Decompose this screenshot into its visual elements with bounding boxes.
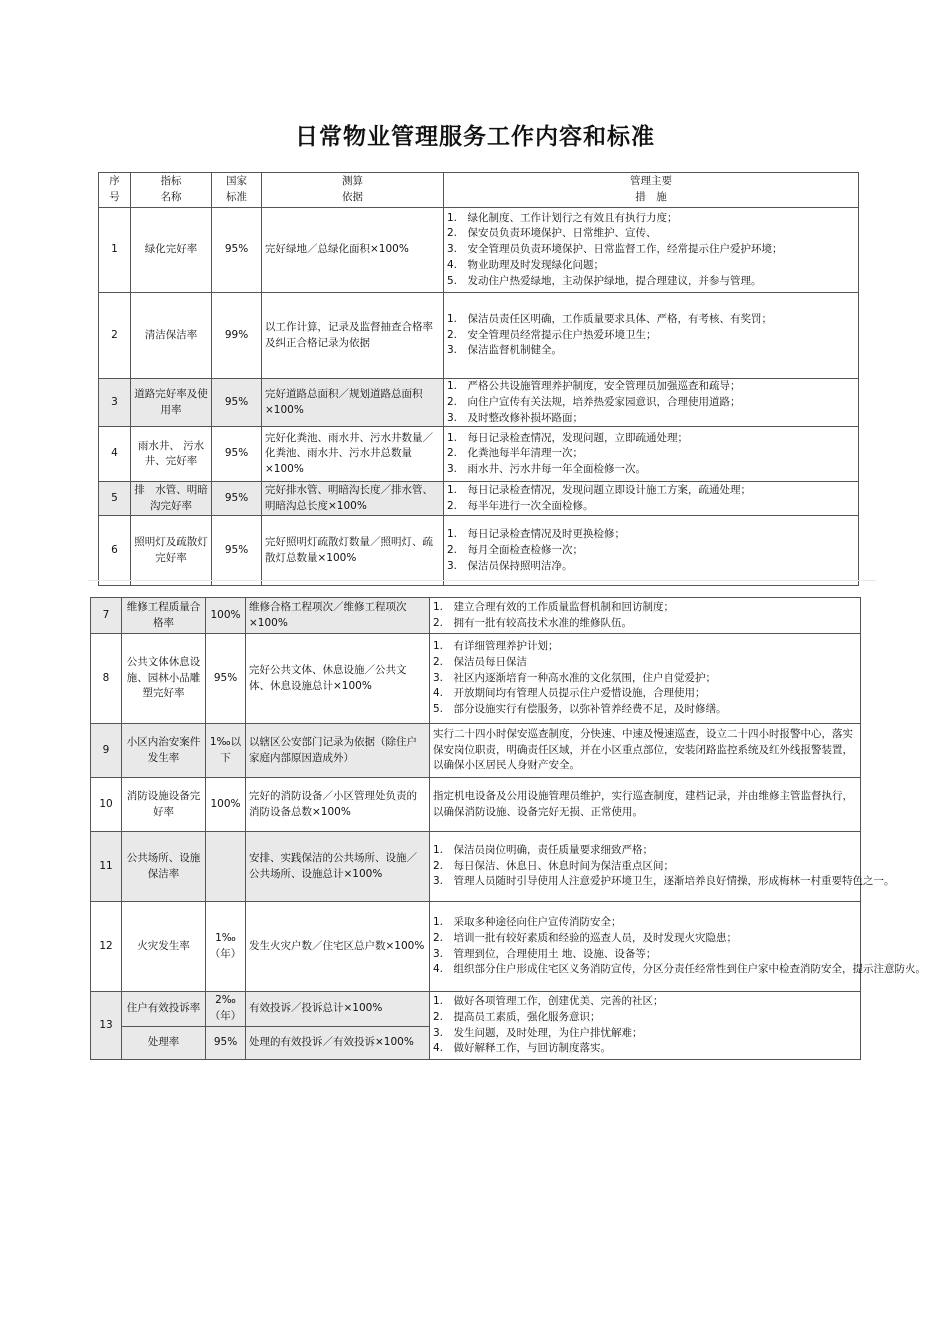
measure-item: 1. 建立合理有效的工作质量监督机制和回访制度；	[433, 600, 675, 613]
table-row	[99, 482, 859, 516]
measure-item: 2. 拥有一批有较高技术水准的维修队伍。	[433, 616, 633, 629]
national-standard: 100%	[206, 598, 246, 634]
table-row	[91, 902, 861, 992]
management-measures	[444, 427, 859, 482]
row-number: 10	[91, 778, 122, 832]
indicator-name: 排 水管、明暗沟完好率	[131, 482, 212, 516]
national-standard: 2‰（年）	[206, 992, 246, 1027]
indicator-name: 住户有效投诉率	[122, 992, 206, 1027]
measure-item: 实行二十四小时保安巡查制度，分快速、中速及慢速巡查，设立二十四小时报警中心，落实保安岗位职责，明确责任区域，并在小区重点部位，安装闭路监控系统及红外线报警装置，以确保小区居民人身财产安全。	[433, 727, 853, 772]
indicator-name: 维修工程质量合格率	[122, 598, 206, 634]
measure-item: 3. 保洁员保持照明洁净。	[447, 559, 573, 572]
measure-item: 1. 绿化制度、工作计划行之有效且有执行力度；	[447, 211, 678, 224]
management-measures	[444, 208, 859, 293]
standards-table-part2	[90, 597, 927, 1060]
measure-item: 3. 发生问题，及时处理，为住户排忧解难；	[433, 1026, 643, 1039]
row-number: 3	[99, 379, 131, 427]
indicator-name: 小区内治安案件发生率	[122, 724, 206, 778]
measure-item: 4. 做好解释工作，与回访制度落实。	[433, 1042, 612, 1055]
measure-item: 1. 保洁员岗位明确，责任质量要求细致严格；	[433, 843, 654, 856]
national-standard: 95%	[206, 634, 246, 724]
measure-item: 3. 管理人员随时引导使用人注意爱护环境卫生，逐渐培养良好情操，形成梅林一村重要特色之一。	[433, 875, 895, 888]
measure-item: 1. 采取多种途径向住户宣传消防安全；	[433, 916, 622, 928]
header-no: 序 号	[99, 173, 131, 208]
calculation-basis: 以工作计算，记录及监督抽查合格率及纠正合格记录为依据	[262, 293, 444, 379]
calculation-basis: 有效投诉／投诉总计×100%	[246, 992, 430, 1027]
national-standard: 95%	[212, 208, 262, 293]
measure-item: 2. 培训一批有较好素质和经验的巡查人员，及时发现火灾隐患；	[433, 931, 738, 944]
table-row	[91, 598, 861, 634]
management-measures	[430, 902, 927, 992]
management-measures	[444, 516, 859, 586]
table-row	[99, 293, 859, 379]
indicator-name: 公共场所、设施保洁率	[122, 832, 206, 902]
standards-table-part1	[98, 172, 859, 586]
measure-item: 指定机电设备及公用设施管理员维护，实行巡查制度，建档记录，并由维修主管监督执行，以确保消防设施、设备完好无损、正常使用。	[433, 789, 853, 818]
measure-item: 4. 开放期间均有管理人员提示住户爱惜设施，合理使用；	[433, 687, 706, 700]
national-standard: 95%	[206, 1027, 246, 1060]
calculation-basis: 完好排水管、明暗沟长度／排水管、明暗沟总长度×100%	[262, 482, 444, 516]
measure-item: 3. 及时整改修补损坏路面；	[447, 411, 584, 424]
row-number: 11	[91, 832, 122, 902]
indicator-name: 绿化完好率	[131, 208, 212, 293]
measure-item: 1. 每日记录检查情况，发现问题立即设计施工方案，疏通处理；	[447, 484, 752, 496]
measure-item: 1. 每日记录检查情况及时更换检修；	[447, 528, 626, 541]
row-number: 2	[99, 293, 131, 379]
measure-item: 2. 每月全面检查检修一次；	[447, 543, 584, 556]
measure-item: 1. 每日记录检查情况，发现问题，立即疏通处理；	[447, 431, 689, 444]
management-measures	[430, 598, 861, 634]
table-row	[91, 778, 861, 832]
header-name: 指标 名称	[131, 173, 212, 208]
measure-item: 2. 安全管理员经常提示住户热爱环境卫生；	[447, 328, 657, 341]
indicator-name: 公共文体休息设施、园林小品雕塑完好率	[122, 634, 206, 724]
management-measures	[444, 379, 859, 427]
table-row	[99, 379, 859, 427]
national-standard: 95%	[212, 379, 262, 427]
national-standard	[206, 832, 246, 902]
row-number: 7	[91, 598, 122, 634]
calculation-basis: 完好化粪池、雨水井、污水井数量／化粪池、雨水井、污水井总数量×100%	[262, 427, 444, 482]
header-standard: 国家 标准	[212, 173, 262, 208]
row-number: 9	[91, 724, 122, 778]
measure-item: 2. 提高员工素质，强化服务意识；	[433, 1010, 601, 1023]
measure-item: 1. 有详细管理养护计划；	[433, 640, 559, 653]
table-row	[91, 634, 861, 724]
calculation-basis: 发生火灾户数／住宅区总户数×100%	[246, 902, 430, 992]
indicator-name: 火灾发生率	[122, 902, 206, 992]
national-standard: 1‰（年）	[206, 902, 246, 992]
calculation-basis: 安排、实践保洁的公共场所、设施／公共场所、设施总计×100%	[246, 832, 430, 902]
measure-item: 3. 保洁监督机制健全。	[447, 344, 563, 357]
measure-item: 3. 安全管理员负责环境保护、日常监督工作，经常提示住户爱护环境；	[447, 243, 783, 256]
header-basis: 测算 依据	[262, 173, 444, 208]
calculation-basis: 维修合格工程项次／维修工程项次×100%	[246, 598, 430, 634]
measure-item: 2. 化粪池每半年清理一次；	[447, 447, 584, 460]
indicator-name: 照明灯及疏散灯完好率	[131, 516, 212, 586]
header-measures: 管理主要 措 施	[444, 173, 859, 208]
measure-item: 2. 每日保洁、休息日、休息时间为保洁重点区间；	[433, 859, 675, 872]
calculation-basis: 完好道路总面积／规划道路总面积×100%	[262, 379, 444, 427]
calculation-basis: 完好绿地／总绿化面积×100%	[262, 208, 444, 293]
national-standard: 1‰以下	[206, 724, 246, 778]
row-number: 13	[91, 992, 122, 1060]
measure-item: 4. 物业助理及时发现绿化问题；	[447, 258, 605, 271]
row-number: 8	[91, 634, 122, 724]
management-measures	[430, 634, 861, 724]
measure-item: 2. 保安员负责环境保护、日常维护、宣传、	[447, 227, 657, 240]
table-row	[91, 724, 861, 778]
national-standard: 95%	[212, 482, 262, 516]
row-number: 4	[99, 427, 131, 482]
management-measures	[430, 992, 861, 1060]
calculation-basis: 完好公共文体、休息设施／公共文体、休息设施总计×100%	[246, 634, 430, 724]
indicator-name: 清洁保洁率	[131, 293, 212, 379]
calculation-basis: 完好的消防设备／小区管理处负责的消防设备总数×100%	[246, 778, 430, 832]
table-header-row	[99, 173, 859, 208]
table-row	[99, 208, 859, 293]
measure-item: 3. 管理到位，合理使用土 地、设施、设备等；	[433, 947, 657, 960]
measure-item: 5. 发动住户热爱绿地，主动保护绿地，提合理建议，并参与管理。	[447, 274, 762, 287]
row-number: 12	[91, 902, 122, 992]
national-standard: 100%	[206, 778, 246, 832]
page-divider	[88, 580, 876, 581]
row-number: 5	[99, 482, 131, 516]
calculation-basis: 以辖区公安部门记录为依据（除住户家庭内部原因造成外）	[246, 724, 430, 778]
row-number: 1	[99, 208, 131, 293]
measure-item: 1. 严格公共设施管理养护制度，安全管理员加强巡查和疏导；	[447, 380, 741, 392]
table-row	[99, 516, 859, 586]
measure-item: 2. 向住户宣传有关法规，培养热爱家园意识，合理使用道路；	[447, 395, 741, 408]
management-measures	[444, 482, 859, 516]
indicator-name: 雨水井、 污水井、完好率	[131, 427, 212, 482]
row-number: 6	[99, 516, 131, 586]
national-standard: 95%	[212, 516, 262, 586]
measure-item: 4. 组织部分住户形成住宅区义务消防宣传，分区分责任经常性到住户家中检查消防安全，提示注意防火。	[433, 963, 927, 976]
calculation-basis: 完好照明灯疏散灯数量／照明灯、疏散灯总数量×100%	[262, 516, 444, 586]
measure-item: 3. 社区内逐渐培育一种高水准的文化氛围，住户自觉爱护；	[433, 671, 717, 684]
indicator-name: 道路完好率及使用率	[131, 379, 212, 427]
measure-item: 2. 每半年进行一次全面检修。	[447, 499, 594, 512]
table-row	[99, 427, 859, 482]
measure-item: 3. 雨水井、污水井每一年全面检修一次。	[447, 463, 647, 476]
calculation-basis: 处理的有效投诉／有效投诉×100%	[246, 1027, 430, 1060]
indicator-name: 处理率	[122, 1027, 206, 1060]
indicator-name: 消防设施设备完好率	[122, 778, 206, 832]
management-measures	[430, 778, 861, 832]
measure-item: 5. 部分设施实行有偿服务，以弥补管养经费不足，及时修缮。	[433, 703, 727, 716]
national-standard: 99%	[212, 293, 262, 379]
management-measures	[430, 724, 861, 778]
measure-item: 2. 保洁员每日保洁	[433, 655, 528, 668]
management-measures	[430, 832, 895, 902]
national-standard: 95%	[212, 427, 262, 482]
table-row	[91, 992, 861, 1027]
page-title: 日常物业管理服务工作内容和标准	[295, 123, 655, 150]
measure-item: 1. 保洁员责任区明确，工作质量要求具体、严格，有考核、有奖罚；	[447, 312, 773, 325]
measure-item: 1. 做好各项管理工作，创建优美、完善的社区；	[433, 995, 664, 1007]
table-row	[91, 832, 861, 902]
management-measures	[444, 293, 859, 379]
